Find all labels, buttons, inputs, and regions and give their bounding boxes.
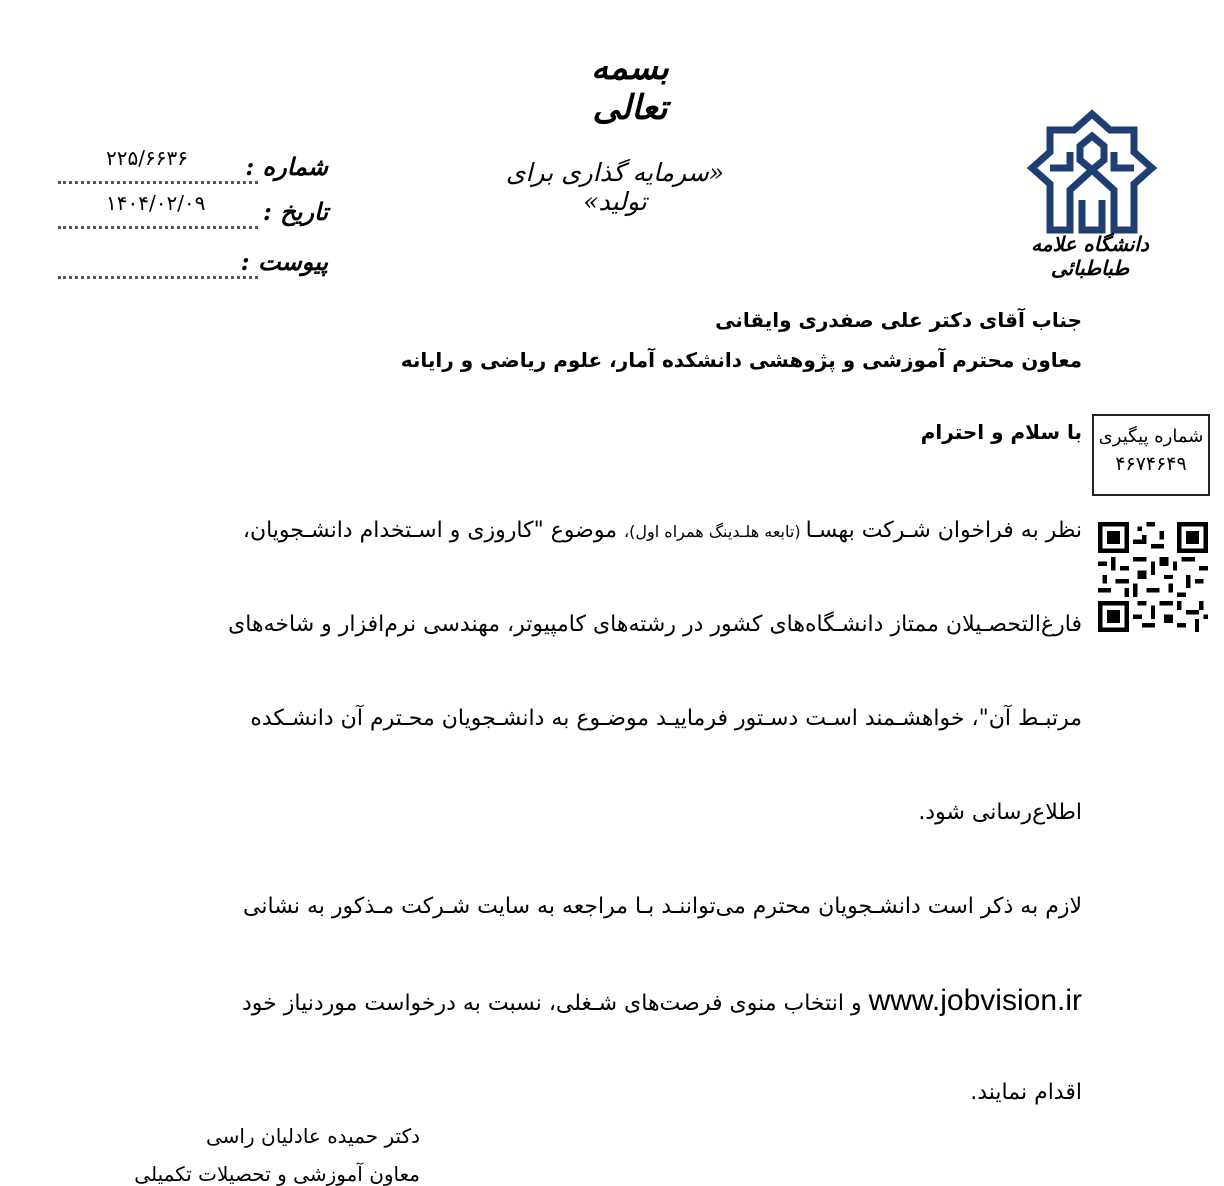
body-line-2: فارغ‌التحصـیلان ممتاز دانشـگاه‌های کشور در رشته‌های کامپیوتر، مهندسی نرم‌افزار و شاخه‌های xyxy=(228,612,1082,637)
body-text: نظر به فراخوان شـرکت بهسـا xyxy=(805,518,1082,543)
recipient-name: جناب آقای دکتر علی صفدری وایقانی xyxy=(715,308,1082,332)
body-text: موضوع "کاروزی و اسـتخدام دانشـجویان، xyxy=(242,518,625,543)
body-line-3: مرتبـط آن"، خواهشـمند اسـت دسـتور فرماییـد موضـوع به دانشـجویان محـترم آن دانشـکده xyxy=(250,706,1082,731)
body-text: و انتخاب منوی فرصت‌های شـغلی، نسبت به درخواست موردنیاز خود xyxy=(242,991,869,1016)
letter-date-row xyxy=(58,191,328,237)
tracking-label: شماره پیگیری xyxy=(1098,426,1204,447)
body-line-6 xyxy=(242,984,1082,1018)
letter-attachment-row xyxy=(58,247,328,287)
tracking-number: ۴۶۷۴۶۴۹ xyxy=(1115,453,1187,475)
university-logo-icon xyxy=(1012,108,1172,238)
greeting: با سلام و احترام xyxy=(920,420,1082,444)
slogan: «سرمایه گذاری برای تولید» xyxy=(505,158,725,216)
body-line-4: اطلاع‌رسانی شود. xyxy=(918,800,1082,825)
signatory-title: معاون آموزشی و تحصیلات تکمیلی xyxy=(134,1162,420,1186)
body-line-7: اقدام نمایند. xyxy=(970,1080,1082,1105)
dotted-line xyxy=(58,226,258,229)
body-line-1 xyxy=(243,518,1082,543)
website-link[interactable]: www.jobvision.ir xyxy=(868,984,1082,1017)
dotted-line xyxy=(58,181,258,184)
bismillah-heading: بسمه تعالی xyxy=(591,48,669,128)
number-label: شماره : xyxy=(245,152,328,181)
date-value: ۱۴۰۴/۰۲/۰۹ xyxy=(106,191,206,215)
letter-number-row xyxy=(58,146,328,192)
body-line-5: لازم به ذکر است دانشـجویان محترم می‌تواننـد بـا مراجعه به سایت شـرکت مـذکور به نشانی xyxy=(243,894,1082,919)
university-name: دانشگاه علامه طباطبائی xyxy=(1031,232,1149,280)
recipient-position: معاون محترم آموزشی و پژوهشی دانشکده آمار، علوم ریاضی و رایانه xyxy=(400,348,1082,372)
tracking-box xyxy=(1092,414,1210,496)
dotted-line xyxy=(58,276,258,279)
qr-code-icon[interactable] xyxy=(1098,522,1208,632)
number-value: ۲۲۵/۶۶۳۶ xyxy=(106,146,188,170)
body-parenthetical: (تابعه هلـدینگ همراه اول)، xyxy=(624,522,806,541)
signatory-name: دکتر حمیده عادلیان راسی xyxy=(206,1124,420,1148)
attachment-label: پیوست : xyxy=(240,247,328,276)
date-label: تاریخ : xyxy=(263,197,328,226)
